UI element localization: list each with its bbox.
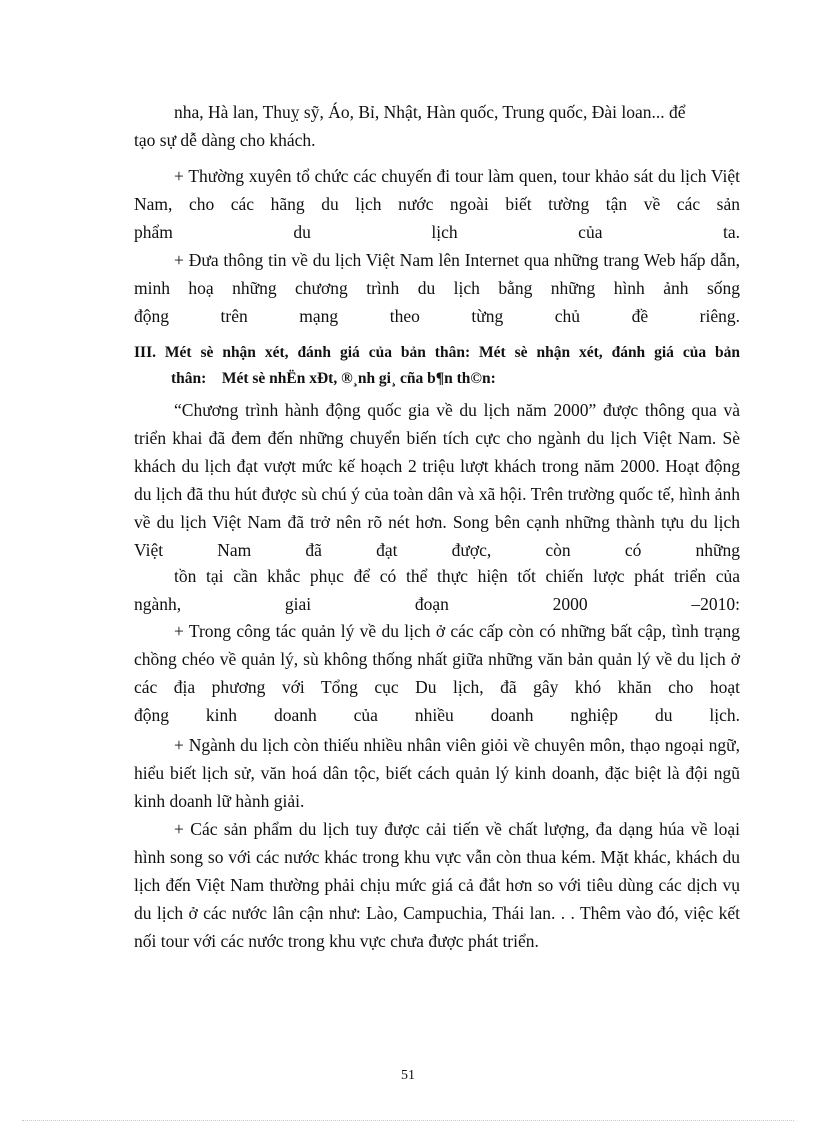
heading-line: III. Mét sè nhận xét, đánh giá của bản thân: Mét sè nhận xét, đánh giá của bản — [134, 344, 740, 361]
paragraph-line: tạo sự dễ dàng cho khách. — [134, 130, 316, 150]
paragraph-visa-countries — [134, 98, 740, 154]
paragraph-internet-promotion — [134, 246, 740, 330]
paragraph-body: + Trong công tác quản lý về du lịch ở các cấp còn có những bất cập, tình trạng chồng chéo về quản lý, sù không thống nhất giữa những văn bản quản lý về du lịch ở các địa phương với Tổng cục Du lịch, đã gây khó khăn cho hoạt — [134, 621, 740, 697]
paragraph-body: tồn tại cần khắc phục để có thể thực hiện tốt chiến lược phát triển của — [174, 566, 740, 586]
paragraph-last-line: động trên mạng theo từng chủ đề riêng. — [134, 306, 740, 326]
page-number: 51 — [401, 1068, 415, 1083]
paragraph-management-issues — [134, 617, 740, 729]
section-heading — [134, 340, 740, 392]
page-bottom-divider — [22, 1120, 794, 1121]
paragraph-line: nha, Hà lan, Thuỵ sỹ, Áo, Bỉ, Nhật, Hàn quốc, Trung quốc, Đài loan... để — [174, 102, 686, 122]
paragraph-body: + Thường xuyên tổ chức các chuyến đi tour làm quen, tour khảo sát du lịch Việt Nam, cho các hãng du lịch nước ngoài biết tường tận về các sản — [134, 166, 740, 214]
paragraph-last-line: phẩm du lịch của ta. — [134, 222, 740, 242]
paragraph-product-quality: + Các sản phẩm du lịch tuy được cải tiến về chất lượng, đa dạng húa về loại hình song so với các nước khác trong khu vực vẫn còn thua kém. Mặt khác, khách du lịch đến Việt Nam thường phải chịu mức giá cả đắt hơn so với tiêu dùng các dịch vụ du lịch ở các nước lân cận như: Lào, Campuchia, Thái lan. . . Thêm vào đó, việc kết nối tour với các nước trong khu vực chưa được phát triển. — [134, 819, 740, 951]
heading-line: thân: Mét sè nhËn xÐt, ®¸nh gi¸ cña b¶n th©n: — [171, 370, 496, 387]
paragraph-national-program: “Chương trình hành động quốc gia về du lịch năm 2000” được thông qua và triển khai đã đem đến những chuyển biến tích cực cho ngành du lịch Việt Nam. Sè khách du lịch đạt vượt mức kế hoạch 2 triệu lượt khách trong năm 2000. Hoạt động du lịch đã thu hút được sù chú ý của toàn dân và xã hội. Trên trường quốc tế, hình ảnh về du lịch Việt Nam đã trở nên rõ nét hơn. Song bên cạnh những thành tựu du lịch Việt Nam đã đạt được, còn có những — [134, 400, 740, 560]
paragraph-last-line: động kinh doanh của nhiều doanh nghiệp du lịch. — [134, 705, 740, 725]
paragraph-last-line: ngành, giai đoạn 2000 –2010: — [134, 594, 740, 614]
paragraph-remaining-issues — [134, 562, 740, 618]
paragraph-familiarization-tours — [134, 162, 740, 246]
paragraph-staff-shortage: + Ngành du lịch còn thiếu nhiều nhân viên giỏi về chuyên môn, thạo ngoại ngữ, hiểu biết lịch sử, văn hoá dân tộc, biết cách quản lý kinh doanh, đặc biệt là đội ngũ kinh doanh lữ hành giải. — [134, 735, 740, 811]
paragraph-body: + Đưa thông tin về du lịch Việt Nam lên Internet qua những trang Web hấp dẫn, minh hoạ những chương trình du lịch bằng những hình ảnh sống — [134, 250, 740, 298]
